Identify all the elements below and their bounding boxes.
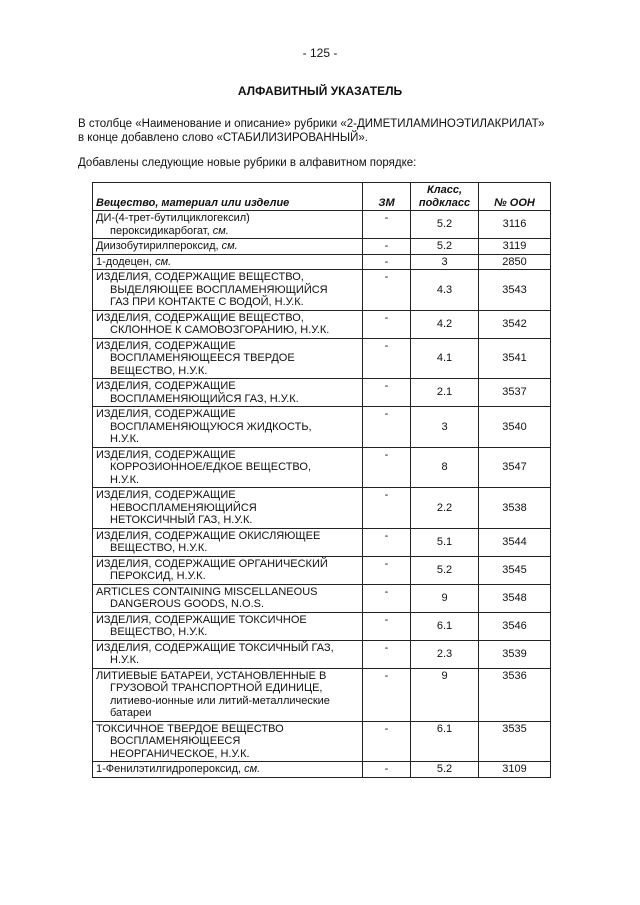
table-row — [93, 239, 551, 255]
un-number-cell: 3544 — [479, 528, 551, 556]
substance-name-line: ГРУЗОВОЙ ТРАНСПОРТНОЙ ЕДИНИЦЕ, — [110, 682, 323, 694]
em-cell: - — [363, 528, 411, 556]
substance-name-line: СКЛОННОЕ К САМОВОЗГОРАНИЮ, Н.У.К. — [110, 324, 330, 336]
table-row — [93, 270, 551, 311]
em-cell: - — [363, 584, 411, 612]
substance-name-cell — [93, 721, 363, 762]
substance-name-line: ГАЗ ПРИ КОНТАКТЕ С ВОДОЙ, Н.У.К. — [110, 296, 304, 308]
class-cell: 3 — [411, 254, 479, 270]
un-number-cell: 3541 — [479, 338, 551, 379]
class-cell: 3 — [411, 407, 479, 448]
table-row — [93, 254, 551, 270]
substance-name-line: ИЗДЕЛИЯ, СОДЕРЖАЩИЕ — [96, 339, 236, 352]
substance-name-line: ВЫДЕЛЯЮЩЕЕ ВОСПЛАМЕНЯЮЩИЙСЯ — [110, 283, 328, 296]
class-cell: 4.3 — [411, 270, 479, 311]
substance-name-line: ИЗДЕЛИЯ, СОДЕРЖАЩИЕ ТОКСИЧНОЕ — [96, 613, 307, 626]
table-row — [93, 640, 551, 668]
em-cell: - — [363, 254, 411, 270]
class-cell: 4.2 — [411, 310, 479, 338]
un-number-cell: 3540 — [479, 407, 551, 448]
substance-name-line: 1-додецен, — [96, 255, 153, 268]
substance-name-line: Н.У.К. — [110, 433, 140, 445]
substance-name-cell — [93, 310, 363, 338]
em-cell: - — [363, 721, 411, 762]
substance-name-cell — [93, 239, 363, 255]
substance-name-line: ИЗДЕЛИЯ, СОДЕРЖАЩИЕ ВЕЩЕСТВО, — [96, 311, 304, 324]
substance-name-cell — [93, 762, 363, 778]
table-row — [93, 668, 551, 721]
em-cell: - — [363, 211, 411, 239]
em-cell: - — [363, 447, 411, 488]
substance-name-line: ИЗДЕЛИЯ, СОДЕРЖАЩИЕ — [96, 489, 236, 501]
substance-name-line: литиево-ионные или литий-металлические — [110, 694, 330, 707]
substance-name-cell — [93, 254, 363, 270]
header-class-line: Класс, — [426, 184, 462, 196]
un-number-cell: 3542 — [479, 310, 551, 338]
substance-name-line: ИЗДЕЛИЯ, СОДЕРЖАЩИЕ ОКИСЛЯЮЩЕЕ — [96, 529, 321, 542]
em-cell: - — [363, 239, 411, 255]
header-class-line: подкласс — [418, 196, 471, 209]
substance-name-line: пероксидикарбогат, — [110, 224, 210, 237]
new-entries-paragraph: Добавлены следующие новые рубрики в алфавитном порядке: — [78, 157, 417, 169]
substance-name-cell — [93, 584, 363, 612]
header-substance: Вещество, материал или изделие — [93, 183, 363, 211]
substance-name-line: батареи — [110, 707, 152, 719]
substance-name-cell — [93, 338, 363, 379]
see-reference: см. — [212, 224, 229, 237]
table-row — [93, 584, 551, 612]
em-cell: - — [363, 338, 411, 379]
substance-name-line: ВОСПЛАМЕНЯЮЩИЙСЯ ГАЗ, Н.У.К. — [110, 392, 299, 405]
em-cell: - — [363, 270, 411, 311]
table-row — [93, 211, 551, 239]
header-class — [411, 183, 479, 211]
intro-paragraph — [78, 117, 578, 145]
class-cell: 2.3 — [411, 640, 479, 668]
un-number-cell: 3538 — [479, 488, 551, 529]
substance-name-cell — [93, 556, 363, 584]
table-header-row — [93, 183, 551, 211]
em-cell: - — [363, 556, 411, 584]
class-cell: 8 — [411, 447, 479, 488]
substance-name-line: ВЕЩЕСТВО, Н.У.К. — [110, 364, 208, 377]
substance-name-line: ИЗДЕЛИЯ, СОДЕРЖАЩИЕ ВЕЩЕСТВО, — [96, 271, 304, 283]
table-row — [93, 762, 551, 778]
class-cell: 6.1 — [411, 612, 479, 640]
intro-line: в конце добавлено слово «СТАБИЛИЗИРОВАННЫЙ». — [78, 132, 368, 144]
class-cell: 9 — [411, 584, 479, 612]
un-number-cell: 3119 — [479, 239, 551, 255]
see-reference: см. — [221, 240, 238, 252]
em-cell: - — [363, 407, 411, 448]
page-number: - 125 - — [302, 46, 338, 60]
substance-name-cell — [93, 668, 363, 721]
em-cell: - — [363, 762, 411, 778]
un-number-cell: 3543 — [479, 270, 551, 311]
table-row — [93, 488, 551, 529]
table-row — [93, 407, 551, 448]
substance-name-line: 1-Фенилэтилгидропероксид, — [96, 763, 242, 775]
substance-name-line: ТОКСИЧНОЕ ТВЕРДОЕ ВЕЩЕСТВО — [96, 722, 284, 735]
substance-name-line: ИЗДЕЛИЯ, СОДЕРЖАЩИЕ — [96, 448, 236, 461]
un-number-cell: 3535 — [479, 721, 551, 762]
un-number-cell: 3109 — [479, 762, 551, 778]
em-cell: - — [363, 612, 411, 640]
substance-name-line: ВЕЩЕСТВО, Н.У.К. — [110, 626, 208, 638]
class-cell: 9 — [411, 668, 479, 721]
substance-name-line: ИЗДЕЛИЯ, СОДЕРЖАЩИЕ — [96, 380, 236, 392]
substance-name-line: Диизобутирилпероксид, — [96, 240, 219, 252]
substance-name-line: ARTICLES CONTAINING MISCELLANEOUS — [96, 585, 318, 598]
substance-name-line: ПЕРОКСИД, Н.У.К. — [110, 570, 206, 582]
table-row — [93, 447, 551, 488]
class-cell: 5.2 — [411, 211, 479, 239]
document-title: АЛФАВИТНЫЙ УКАЗАТЕЛЬ — [237, 84, 403, 98]
substance-name-line: ВОСПЛАМЕНЯЮЩУЮСЯ ЖИДКОСТЬ, — [110, 420, 312, 433]
un-number-cell: 3545 — [479, 556, 551, 584]
em-cell: - — [363, 640, 411, 668]
substance-name-cell — [93, 447, 363, 488]
class-cell: 2.2 — [411, 488, 479, 529]
table-row — [93, 379, 551, 407]
un-number-cell: 3546 — [479, 612, 551, 640]
em-cell: - — [363, 379, 411, 407]
substance-name-line: ИЗДЕЛИЯ, СОДЕРЖАЩИЕ ОРГАНИЧЕСКИЙ — [96, 557, 328, 570]
un-number-cell: 3536 — [479, 668, 551, 721]
substance-name-line: ВОСПЛАМЕНЯЮЩЕЕСЯ — [110, 735, 241, 747]
un-number-cell: 3548 — [479, 584, 551, 612]
class-cell: 5.2 — [411, 239, 479, 255]
substance-name-cell — [93, 488, 363, 529]
intro-line: В столбце «Наименование и описание» рубрики «2-ДИМЕТИЛАМИНОЭТИЛАКРИЛАТ» — [78, 118, 545, 130]
class-cell: 5.1 — [411, 528, 479, 556]
table-row — [93, 338, 551, 379]
header-em: ЗМ — [363, 183, 411, 211]
substance-name-line: НЕВОСПЛАМЕНЯЮЩИЙСЯ — [110, 501, 257, 514]
substance-name-line: ВЕЩЕСТВО, Н.У.К. — [110, 542, 208, 554]
alphabetical-index-table — [92, 182, 551, 778]
substance-name-line: ЛИТИЕВЫЕ БАТАРЕИ, УСТАНОВЛЕННЫЕ В — [96, 669, 327, 682]
substance-name-line: НЕТОКСИЧНЫЙ ГАЗ, Н.У.К. — [110, 514, 253, 526]
see-reference: см. — [155, 255, 172, 268]
substance-name-cell — [93, 640, 363, 668]
substance-name-cell — [93, 211, 363, 239]
substance-name-line: Н.У.К. — [110, 473, 140, 486]
substance-name-cell — [93, 407, 363, 448]
substance-name-line: ДИ-(4-трет-бутилциклогексил) — [96, 212, 250, 224]
substance-name-line: ИЗДЕЛИЯ, СОДЕРЖАЩИЕ ТОКСИЧНЫЙ ГАЗ, — [96, 641, 334, 654]
substance-name-cell — [93, 270, 363, 311]
un-number-cell: 2850 — [479, 254, 551, 270]
header-un-number: № ООН — [479, 183, 551, 211]
un-number-cell: 3539 — [479, 640, 551, 668]
substance-name-line: ВОСПЛАМЕНЯЮЩЕЕСЯ ТВЕРДОЕ — [110, 352, 295, 364]
class-cell: 4.1 — [411, 338, 479, 379]
substance-name-cell — [93, 528, 363, 556]
class-cell: 6.1 — [411, 721, 479, 762]
see-reference: см. — [244, 763, 261, 775]
un-number-cell: 3537 — [479, 379, 551, 407]
table-row — [93, 528, 551, 556]
substance-name-line: Н.У.К. — [110, 654, 140, 666]
table-row — [93, 721, 551, 762]
class-cell: 5.2 — [411, 762, 479, 778]
substance-name-line: DANGEROUS GOODS, N.O.S. — [110, 598, 265, 610]
substance-name-cell — [93, 379, 363, 407]
un-number-cell: 3547 — [479, 447, 551, 488]
substance-name-cell — [93, 612, 363, 640]
em-cell: - — [363, 668, 411, 721]
em-cell: - — [363, 488, 411, 529]
class-cell: 2.1 — [411, 379, 479, 407]
table-row — [93, 310, 551, 338]
table-row — [93, 556, 551, 584]
un-number-cell: 3116 — [479, 211, 551, 239]
substance-name-line: ИЗДЕЛИЯ, СОДЕРЖАЩИЕ — [96, 408, 236, 420]
table-row — [93, 612, 551, 640]
class-cell: 5.2 — [411, 556, 479, 584]
em-cell: - — [363, 310, 411, 338]
substance-name-line: КОРРОЗИОННОЕ/ЕДКОЕ ВЕЩЕСТВО, — [110, 461, 311, 473]
substance-name-line: НЕОРГАНИЧЕСКОЕ, Н.У.К. — [110, 747, 250, 760]
